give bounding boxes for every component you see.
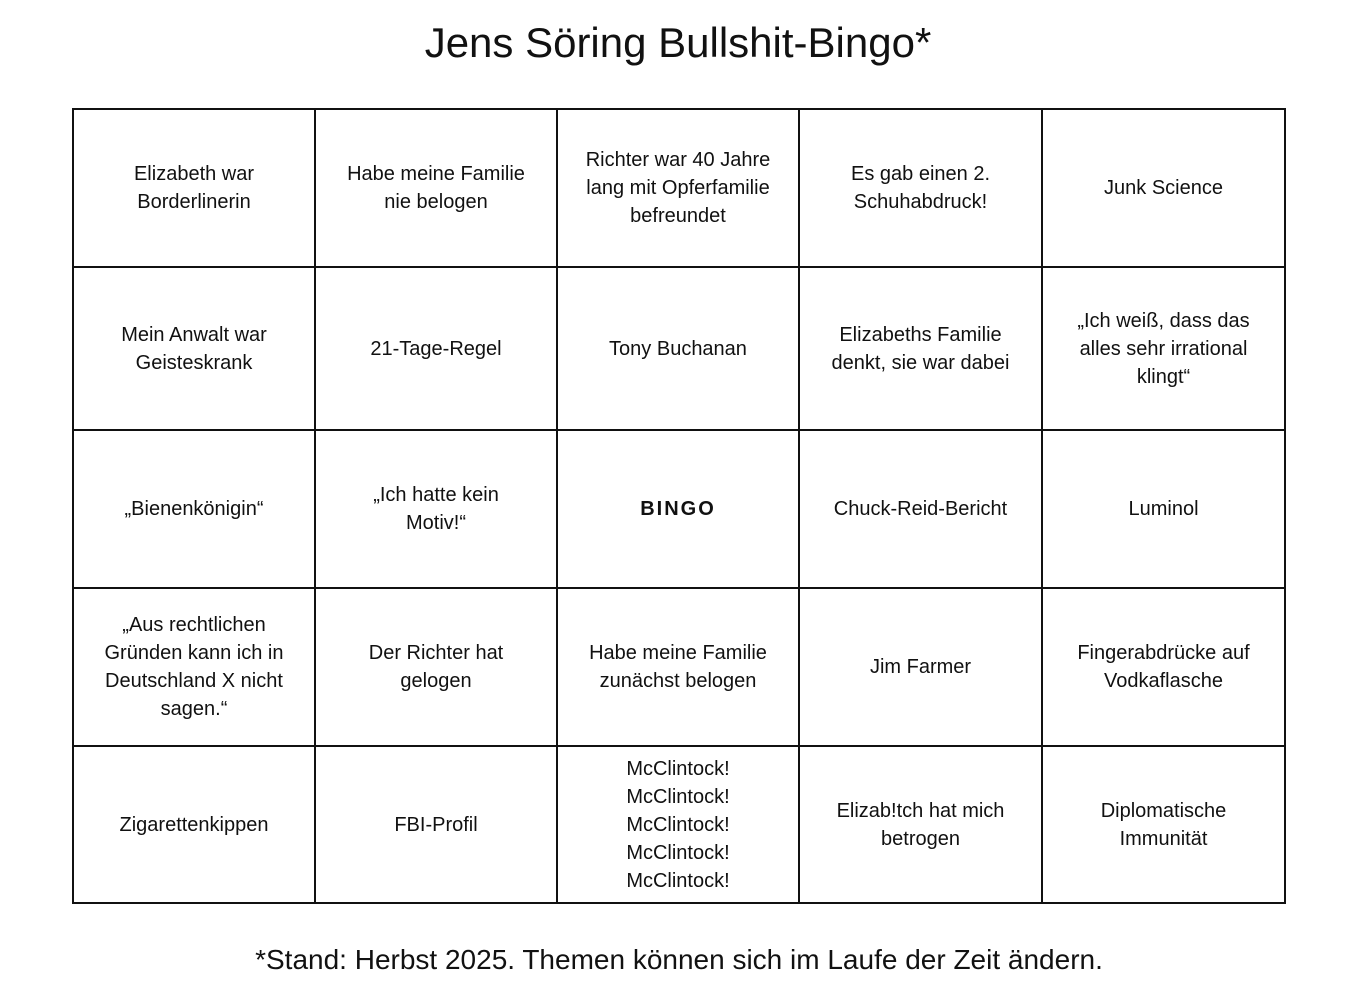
bingo-cell: „Ich hatte kein Motiv!“: [315, 430, 557, 588]
bingo-grid: [72, 108, 1286, 904]
page-title: Jens Söring Bullshit-Bingo*: [424, 19, 932, 66]
bingo-cell: „Ich weiß, dass das alles sehr irrational klingt“: [1042, 267, 1285, 430]
bingo-cell: Habe meine Familie nie belogen: [315, 109, 557, 267]
footnote: *Stand: Herbst 2025. Themen können sich im Laufe der Zeit ändern.: [255, 944, 1103, 975]
bingo-cell: Richter war 40 Jahre lang mit Opferfamilie befreundet: [557, 109, 799, 267]
bingo-cell: FBI-Profil: [315, 746, 557, 903]
bingo-row: [73, 746, 1285, 903]
bingo-cell: Mein Anwalt war Geisteskrank: [73, 267, 315, 430]
bingo-row: [73, 267, 1285, 430]
bingo-cell: Diplomatische Immunität: [1042, 746, 1285, 903]
bingo-cell: Chuck-Reid-Bericht: [799, 430, 1042, 588]
bingo-cell: Fingerabdrücke auf Vodkaflasche: [1042, 588, 1285, 746]
bingo-cell: Elizabeths Familie denkt, sie war dabei: [799, 267, 1042, 430]
bingo-cell: Habe meine Familie zunächst belogen: [557, 588, 799, 746]
bingo-cell: Zigarettenkippen: [73, 746, 315, 903]
bingo-cell: Luminol: [1042, 430, 1285, 588]
bingo-cell: Elizabeth war Borderlinerin: [73, 109, 315, 267]
bingo-cell: Tony Buchanan: [557, 267, 799, 430]
bingo-row: [73, 109, 1285, 267]
bingo-row: [73, 588, 1285, 746]
bingo-cell: „Bienenkönigin“: [73, 430, 315, 588]
bingo-cell: „Aus rechtlichen Gründen kann ich in Deutschland X nicht sagen.“: [73, 588, 315, 746]
bingo-cell: Der Richter hat gelogen: [315, 588, 557, 746]
bingo-cell: Es gab einen 2. Schuhabdruck!: [799, 109, 1042, 267]
bingo-cell: Jim Farmer: [799, 588, 1042, 746]
bingo-cell: Elizab!tch hat mich betrogen: [799, 746, 1042, 903]
bingo-cell: Junk Science: [1042, 109, 1285, 267]
bingo-cell: 21-Tage-Regel: [315, 267, 557, 430]
bingo-row: [73, 430, 1285, 588]
bingo-cell: McClintock! McClintock! McClintock! McClintock! McClintock!: [557, 746, 799, 903]
bingo-free-cell: BINGO: [557, 430, 799, 588]
